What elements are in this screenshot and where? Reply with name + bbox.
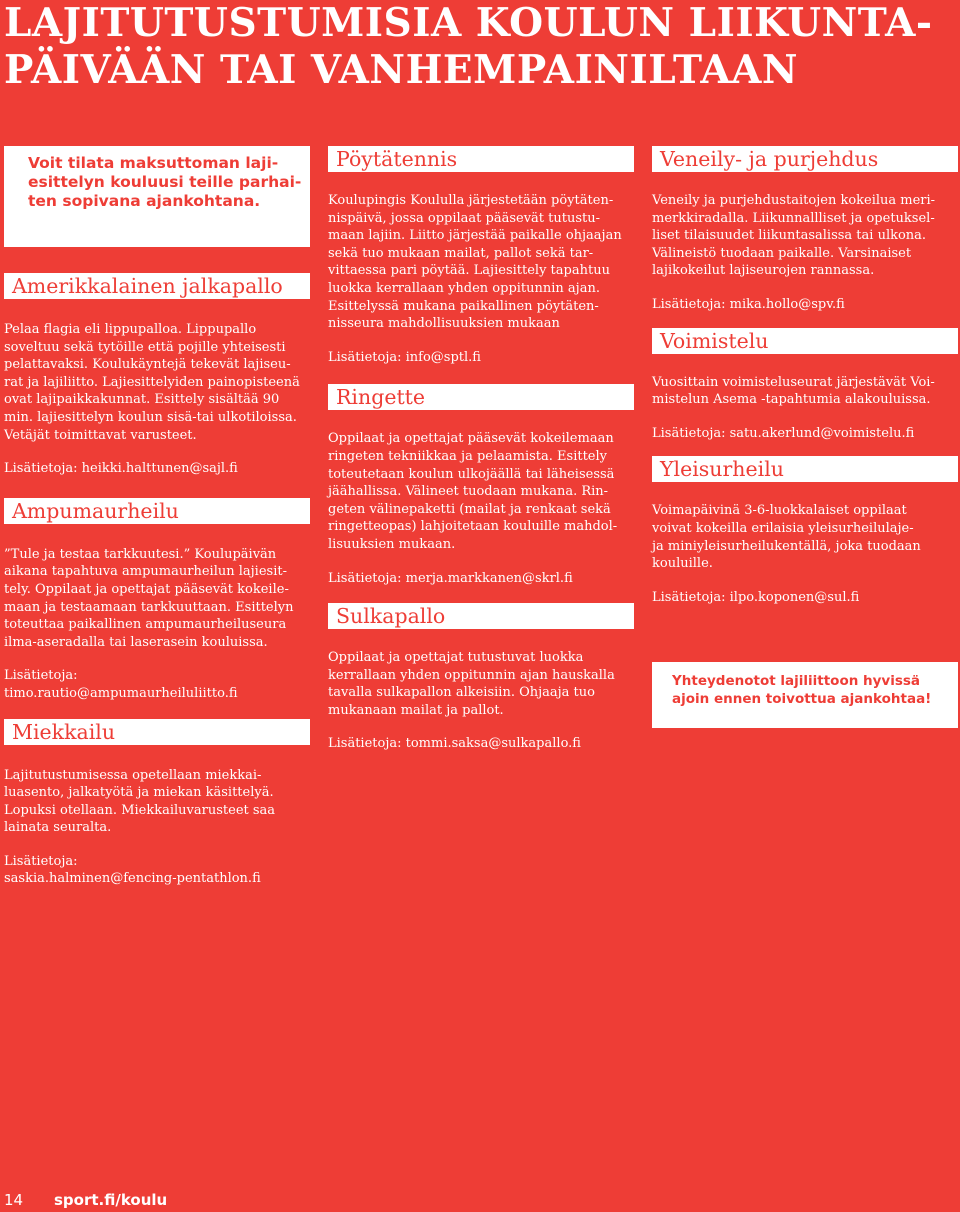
notice-box: Yhteydenotot lajiliittoon hyvissä ajoin ennen toivottua ajankohtaa! — [652, 662, 958, 728]
contact-ringette[interactable]: Lisätietoja: merja.markkanen@skrl.fi — [328, 570, 573, 586]
section-heading-miekkailu: Miekkailu — [4, 719, 310, 745]
page-number: 14 — [4, 1191, 24, 1209]
section-heading-sulkapallo: Sulkapallo — [328, 603, 634, 629]
section-heading-ringette: Ringette — [328, 384, 634, 410]
section-heading-poytatennis: Pöytätennis — [328, 146, 634, 172]
section-text-amerikkalainen-jalkapallo: Pelaa flagia eli lippupalloa. Lippupallo soveltuu sekä tytöille että pojille yhteisesti pelattavaksi. Koulukäyntejä tekevät lajiseu- rat ja lajiliitto. Lajiesittelyiden painopisteenä ovat lajipaikkakunnat. Esittely sisältää 90 min. lajiesittelyn koulun sisä-tai ulkotiloissa. Vetäjät toimittavat varusteet. — [4, 322, 300, 443]
contact-ampumaurheilu[interactable]: Lisätietoja: timo.rautio@ampumaurheiluliitto.fi — [4, 668, 238, 701]
section-text-veneily-ja-purjehdus: Veneily ja purjehdustaitojen kokeilua meri- merkkiradalla. Liikunnallliset ja opetuksel- liset tilaisuudet liikuntasalissa tai ulkona. Välineistö tuodaan paikalle. Varsinaiset lajikokeilut lajiseurojen rannassa. — [652, 193, 936, 279]
contact-amerikkalainen-jalkapallo[interactable]: Lisätietoja: heikki.halttunen@sajl.fi — [4, 461, 238, 477]
column-right — [652, 146, 958, 728]
section-heading-yleisurheilu: Yleisurheilu — [652, 456, 958, 482]
section-heading-ampumaurheilu: Ampumaurheilu — [4, 498, 310, 524]
contact-miekkailu[interactable]: Lisätietoja: saskia.halminen@fencing-pentathlon.fi — [4, 853, 261, 887]
section-text-poytatennis: Koulupingis Koululla järjestetään pöytäten- nispäivä, jossa oppilaat pääsevät tutustu- maan lajiin. Liitto järjestää paikalle ohjaajan sekä tuo mukaan mailat, pallot sekä tar- vittaessa pari pöytää. Lajiesittely tapahtuu luokka kerrallaan yhden oppitunnin ajan. Esittelyssä mukana paikallinen pöytäten- nisseura mahdollisuuksien mukaan — [328, 193, 622, 332]
section-text-yleisurheilu: Voimapäivinä 3-6-luokkalaiset oppilaat voivat kokeilla erilaisia yleisurheilulaje- ja miniyleisurheilukentällä, joka tuodaan kouluille. — [652, 503, 921, 572]
section-heading-amerikkalainen-jalkapallo: Amerikkalainen jalkapallo — [4, 273, 310, 299]
contact-yleisurheilu[interactable]: Lisätietoja: ilpo.koponen@sul.fi — [652, 589, 860, 605]
section-text-voimistelu: Vuosittain voimisteluseurat järjestävät Voi- mistelun Asema -tapahtumia alakouluissa. — [652, 374, 935, 408]
contact-sulkapallo[interactable]: Lisätietoja: tommi.saksa@sulkapallo.fi — [328, 736, 581, 752]
intro-box: Voit tilata maksuttoman laji- esittelyn kouluusi teille parhai- ten sopivana ajankohtana. — [4, 146, 310, 247]
section-text-sulkapallo: Oppilaat ja opettajat tutustuvat luokka kerrallaan yhden oppitunnin ajan hauskalla tavalla sulkapallon alkeisiin. Ohjaaja tuo mukanaan mailat ja pallot. — [328, 650, 615, 718]
column-left — [4, 146, 310, 900]
column-middle — [328, 146, 634, 765]
contact-voimistelu[interactable]: Lisätietoja: satu.akerlund@voimistelu.fi — [652, 425, 915, 441]
section-heading-veneily-ja-purjehdus: Veneily- ja purjehdus — [652, 146, 958, 172]
contact-poytatennis[interactable]: Lisätietoja: info@sptl.fi — [328, 349, 481, 365]
section-text-ampumaurheilu: ”Tule ja testaa tarkkuutesi.” Koulupäivän aikana tapahtuva ampumaurheilun lajiesit- tely. Oppilaat ja opettajat pääsevät kokeile- maan ja testaamaan tarkkuuttaan. Esittelyn toteuttaa paikallinen ampumaurheiluseura ilma-aseradalla tai laserasein kouluissa. — [4, 546, 294, 650]
page-footer — [4, 1190, 167, 1210]
section-text-ringette: Oppilaat ja opettajat pääsevät kokeilemaan ringeten tekniikkaa ja pelaamista. Esittely toteutetaan koulun ulkojäällä tai läheisessä jäähallissa. Välineet tuodaan mukana. Rin- geten välinepaketti (mailat ja renkaat sekä ringetteopas) lahjoitetaan kouluille mahdol- lisuuksien mukaan. — [328, 431, 618, 552]
section-heading-voimistelu: Voimistelu — [652, 328, 958, 354]
section-text-miekkailu: Lajitutustumisessa opetellaan miekkai- luasento, jalkatyötä ja miekan käsittelyä. Lopuksi otellaan. Miekkailuvarusteet saa lainata seuralta. — [4, 767, 276, 836]
footer-url[interactable]: sport.fi/koulu — [54, 1191, 168, 1209]
page-title: LAJITUTUSTUMISIA KOULUN LIIKUNTA- PÄIVÄÄN TAI VANHEMPAINILTAAN — [4, 0, 933, 93]
contact-veneily-ja-purjehdus[interactable]: Lisätietoja: mika.hollo@spv.fi — [652, 296, 845, 312]
